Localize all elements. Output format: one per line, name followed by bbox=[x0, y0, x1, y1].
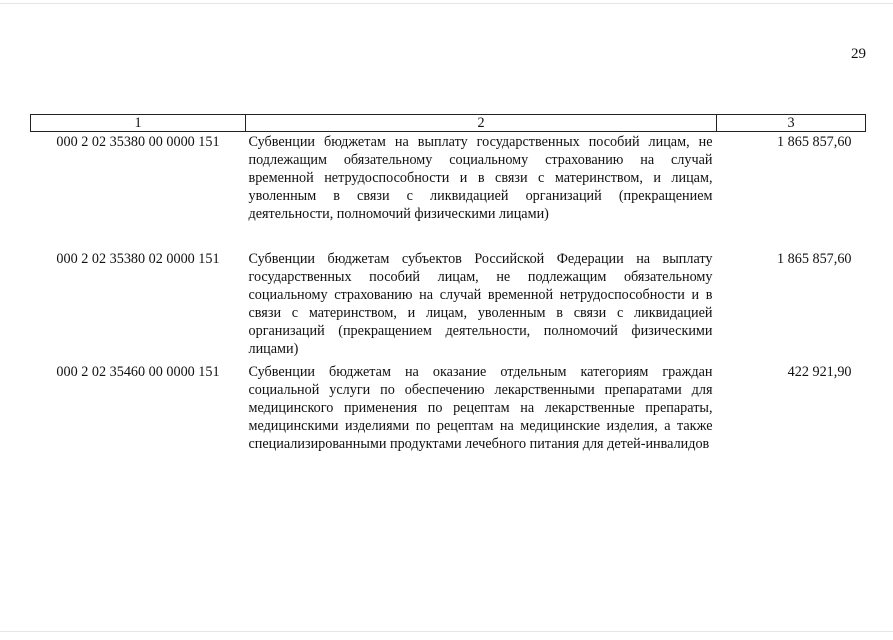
income-description: Субвенции бюджетам субъектов Российской Федерации на выплату государственных пособий лицам, не подлежащим обязательному социальному страхованию на случай временной нетрудоспособности и в связи с материнством, и лицам, уволенным в связи с ликвидацией организаций (прекращением деятельности, полномочий физическими лицами) bbox=[248, 251, 713, 357]
amount-value: 422 921,90 bbox=[787, 364, 852, 380]
amount-value: 1 865 857,60 bbox=[777, 251, 852, 267]
budget-code: 000 2 02 35460 00 0000 151 bbox=[56, 364, 220, 380]
column-header-1: 1 bbox=[31, 115, 246, 132]
income-description: Субвенции бюджетам на выплату государственных пособий лицам, не подлежащим обязательному социальному страхованию на случай временной нетрудоспособности и в связи с материнством, и лицам, уволенным в связи с ликвидацией организаций (прекращением деятельности, полномочий физическими лицами) bbox=[248, 134, 713, 222]
scan-edge-top bbox=[0, 3, 893, 4]
table-row bbox=[31, 362, 866, 453]
page-number: 29 bbox=[851, 46, 866, 62]
income-description: Субвенции бюджетам на оказание отдельным категориям граждан социальной услуги по обеспечению лекарственными препаратами для медицинского применения по рецептам на лекарственные препараты, медицинскими изделиями по рецептам на медицинские изделия, а также специализированными продуктами лечебного питания для детей-инвалидов bbox=[248, 364, 713, 452]
budget-table bbox=[30, 114, 866, 453]
budget-code: 000 2 02 35380 00 0000 151 bbox=[56, 134, 220, 150]
column-header-3: 3 bbox=[717, 115, 866, 132]
amount-value: 1 865 857,60 bbox=[777, 134, 852, 150]
column-header-2: 2 bbox=[246, 115, 717, 132]
table-body bbox=[31, 132, 866, 454]
budget-code: 000 2 02 35380 02 0000 151 bbox=[56, 251, 220, 267]
scan-edge-bottom bbox=[0, 631, 893, 632]
table-row bbox=[31, 249, 866, 362]
table-header bbox=[31, 115, 866, 132]
table-header-row bbox=[31, 115, 866, 132]
table-row bbox=[31, 132, 866, 250]
